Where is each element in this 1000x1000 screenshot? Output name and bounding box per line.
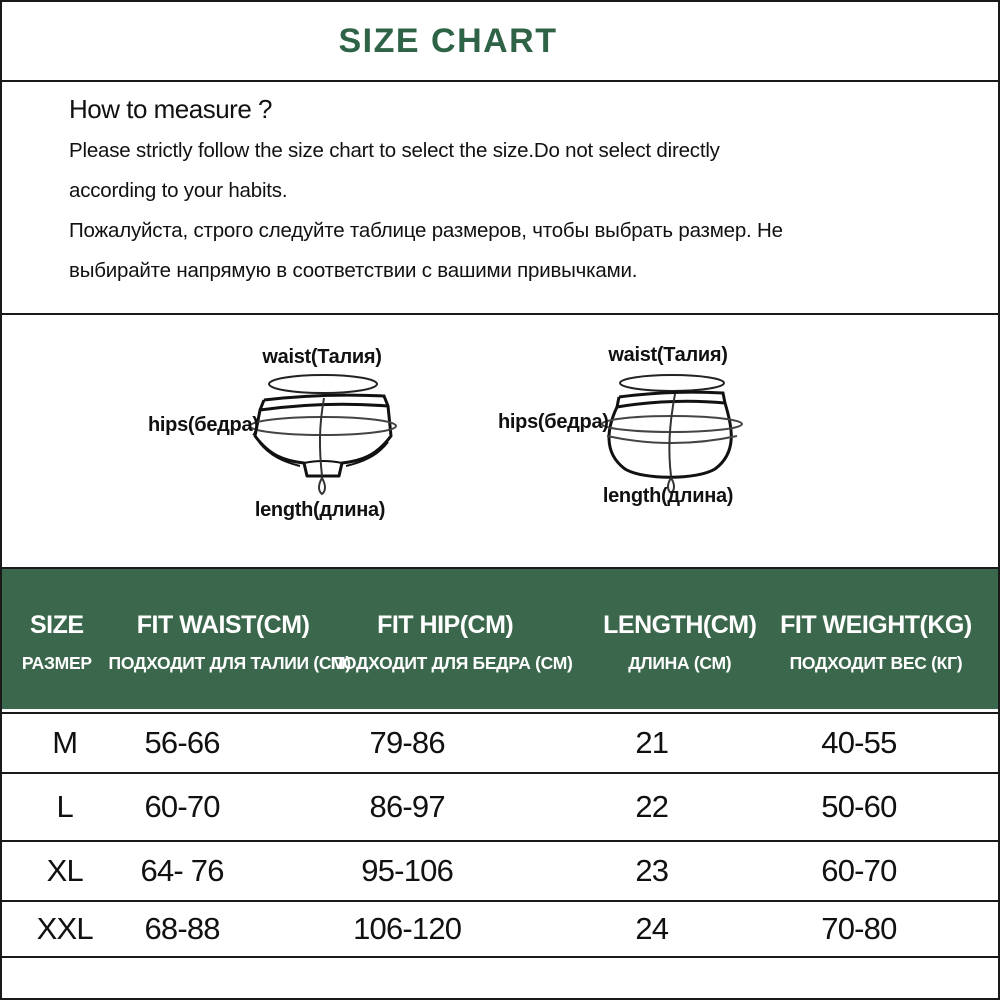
cell-waist: 56-66 xyxy=(144,725,220,760)
cell-waist: 64- 76 xyxy=(140,853,224,888)
table-row-m xyxy=(2,712,998,772)
cell-length: 23 xyxy=(635,853,669,888)
header-col-length xyxy=(578,605,782,674)
cell-weight: 50-60 xyxy=(821,789,897,824)
table-row-xl xyxy=(2,840,998,900)
cell-waist: 60-70 xyxy=(144,789,220,824)
cell-weight: 40-55 xyxy=(821,725,897,760)
header-weight-ru: ПОДХОДИТ ВЕС (КГ) xyxy=(789,652,963,673)
cell-length: 22 xyxy=(635,789,669,824)
cell-hip: 86-97 xyxy=(369,789,445,824)
header-size-en: SIZE xyxy=(29,610,84,639)
briefs-diagram xyxy=(240,368,406,496)
size-table-header xyxy=(2,569,998,709)
left-hips-label: hips(бедра) xyxy=(148,414,259,436)
header-weight-en: FIT WEIGHT(KG) xyxy=(780,610,972,639)
table-row-xxl xyxy=(2,900,998,956)
cell-size: M xyxy=(52,725,78,760)
measure-heading: How to measure ? xyxy=(69,94,272,124)
header-waist-en: FIT WAIST(CM) xyxy=(136,610,310,639)
size-table-body xyxy=(2,709,998,994)
right-waist-label: waist(Талия) xyxy=(608,344,728,366)
diagram-section xyxy=(2,315,998,569)
boyshorts-diagram xyxy=(585,366,755,496)
header-length-en: LENGTH(CM) xyxy=(603,610,757,639)
cell-waist: 68-88 xyxy=(144,911,220,946)
cell-hip: 106-120 xyxy=(353,911,462,946)
header-waist-ru: ПОДХОДИТ ДЛЯ ТАЛИИ (СМ) xyxy=(108,652,351,673)
header-length-ru: ДЛИНА (СМ) xyxy=(628,652,732,673)
header-size-ru: РАЗМЕР xyxy=(21,652,92,673)
left-length-label: length(длина) xyxy=(254,499,386,521)
table-row-empty xyxy=(2,956,998,994)
right-length-label: length(длина) xyxy=(602,485,734,507)
cell-weight: 60-70 xyxy=(821,853,897,888)
header-col-weight xyxy=(764,605,988,674)
cell-hip: 79-86 xyxy=(369,725,445,760)
right-hips-label: hips(бедра) xyxy=(498,411,609,433)
page-title: SIZE CHART xyxy=(338,21,558,60)
how-to-measure-section xyxy=(2,82,998,315)
cell-size: XL xyxy=(46,853,83,888)
cell-length: 24 xyxy=(635,911,669,946)
measure-line-en-1: Please strictly follow the size chart to select the size.Do not select directly xyxy=(69,139,720,162)
cell-size: XXL xyxy=(36,911,93,946)
cell-size: L xyxy=(56,789,73,824)
left-waist-label: waist(Талия) xyxy=(262,346,382,368)
header-hip-en: FIT HIP(CM) xyxy=(377,610,514,639)
cell-length: 21 xyxy=(635,725,669,760)
cell-hip: 95-106 xyxy=(361,853,454,888)
cell-weight: 70-80 xyxy=(821,911,897,946)
title-box xyxy=(2,2,998,82)
measure-line-ru-2: выбирайте напрямую в соответствии с вашими привычками. xyxy=(69,259,638,282)
table-row-l xyxy=(2,772,998,840)
measure-line-ru-1: Пожалуйста, строго следуйте таблице размеров, чтобы выбрать размер. Не xyxy=(69,219,783,242)
header-hip-ru: ПОДХОДИТ ДЛЯ БЕДРА (СМ) xyxy=(330,652,573,673)
measure-line-en-2: according to your habits. xyxy=(69,179,288,202)
header-col-hip xyxy=(330,605,573,674)
header-col-waist xyxy=(108,605,351,674)
header-col-size xyxy=(2,605,112,674)
